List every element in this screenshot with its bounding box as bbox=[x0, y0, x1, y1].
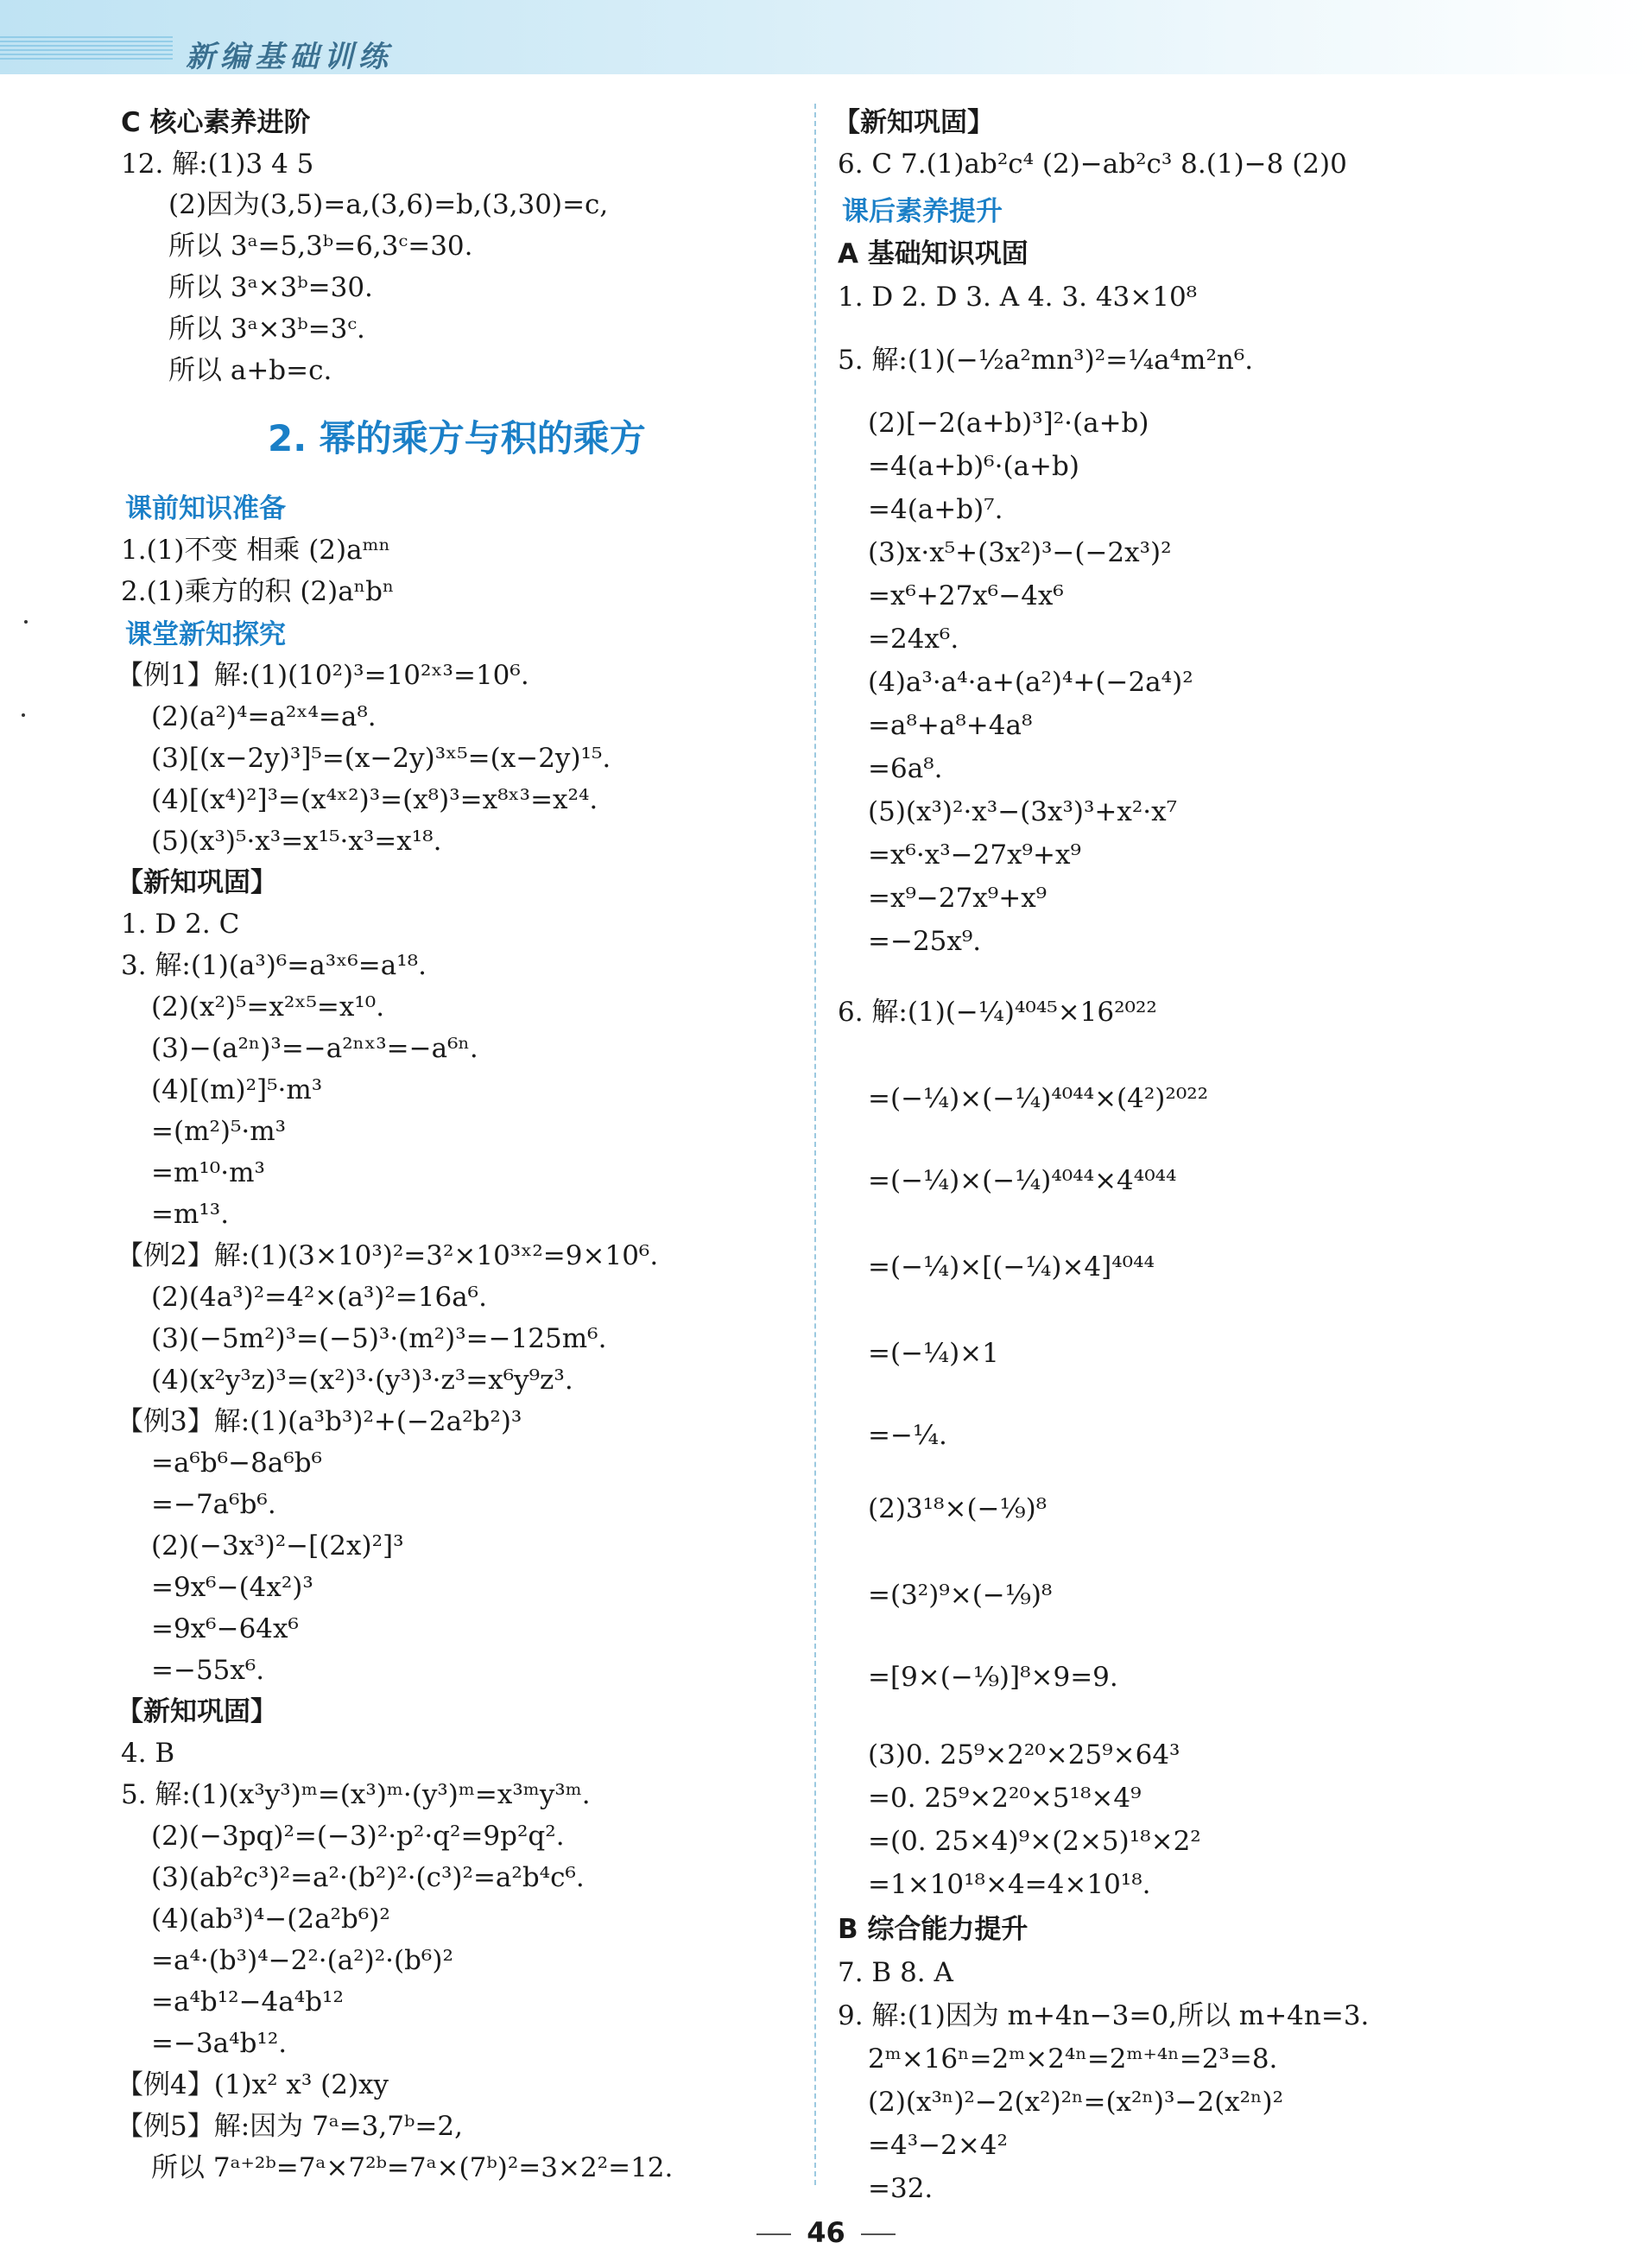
left-line-18: 1. D 2. C bbox=[121, 909, 240, 940]
left-line-4: 所以 3ᵃ×3ᵇ=30. bbox=[168, 272, 373, 303]
left-line-33: (2)(−3x³)²−[(2x)²]³ bbox=[151, 1530, 404, 1562]
left-line-16: (5)(x³)⁵·x³=x¹⁵·x³=x¹⁸. bbox=[151, 826, 442, 857]
left-line-9: 1.(1)不变 相乘 (2)aᵐⁿ bbox=[121, 535, 391, 566]
header-title: 新编基础训练 bbox=[186, 40, 393, 74]
right-line-34: 9. 解:(1)因为 m+4n−3=0,所以 m+4n=3. bbox=[838, 2000, 1370, 2031]
right-line-13: =a⁸+a⁸+4a⁸ bbox=[868, 710, 1033, 741]
right-line-19: 6. 解:(1)(−¼)⁴⁰⁴⁵×16²⁰²² bbox=[838, 997, 1157, 1028]
right-line-12: (4)a³·a⁴·a+(a²)⁴+(−2a⁴)² bbox=[868, 667, 1193, 698]
right-line-23: =(−¼)×1 bbox=[868, 1338, 999, 1369]
right-line-26: =(3²)⁹×(−⅑)⁸ bbox=[868, 1580, 1053, 1611]
right-line-14: =6a⁸. bbox=[868, 753, 943, 784]
right-line-31: =1×10¹⁸×4=4×10¹⁸. bbox=[868, 1869, 1151, 1900]
left-line-31: =a⁶b⁶−8a⁶b⁶ bbox=[151, 1448, 323, 1479]
left-line-5: 所以 3ᵃ×3ᵇ=3ᶜ. bbox=[168, 314, 365, 345]
left-line-26: 【例2】解:(1)(3×10³)²=3²×10³ˣ²=9×10⁶. bbox=[117, 1240, 659, 1271]
right-line-6: (2)[−2(a+b)³]²·(a+b) bbox=[868, 408, 1149, 439]
left-line-32: =−7a⁶b⁶. bbox=[151, 1489, 276, 1520]
left-line-14: (3)[(x−2y)³]⁵=(x−2y)³ˣ⁵=(x−2y)¹⁵. bbox=[151, 743, 611, 774]
header-decoration bbox=[0, 36, 173, 62]
left-line-24: =m¹⁰·m³ bbox=[151, 1157, 265, 1188]
left-line-38: 4. B bbox=[121, 1738, 175, 1769]
right-line-5: 5. 解:(1)(−½a²mn³)²=¼a⁴m²n⁶. bbox=[838, 345, 1254, 376]
left-line-19: 3. 解:(1)(a³)⁶=a³ˣ⁶=a¹⁸. bbox=[121, 950, 427, 981]
right-line-16: =x⁶·x³−27x⁹+x⁹ bbox=[868, 839, 1081, 871]
left-line-34: =9x⁶−(4x²)³ bbox=[151, 1572, 313, 1603]
left-line-11: 课堂新知探究 bbox=[125, 619, 286, 650]
footer-dash-left bbox=[756, 2233, 791, 2235]
right-line-8: =4(a+b)⁷. bbox=[868, 494, 1003, 525]
right-line-11: =24x⁶. bbox=[868, 624, 959, 655]
left-line-39: 5. 解:(1)(x³y³)ᵐ=(x³)ᵐ·(y³)ᵐ=x³ᵐy³ᵐ. bbox=[121, 1779, 591, 1810]
right-line-35: 2ᵐ×16ⁿ=2ᵐ×2⁴ⁿ=2ᵐ⁺⁴ⁿ=2³=8. bbox=[868, 2043, 1278, 2075]
left-line-23: =(m²)⁵·m³ bbox=[151, 1116, 287, 1147]
left-line-48: 所以 7ᵃ⁺²ᵇ=7ᵃ×7²ᵇ=7ᵃ×(7ᵇ)²=3×2²=12. bbox=[151, 2152, 674, 2183]
right-line-25: (2)3¹⁸×(−⅑)⁸ bbox=[868, 1493, 1048, 1524]
right-line-2: 课后素养提升 bbox=[842, 196, 1003, 227]
right-line-10: =x⁶+27x⁶−4x⁶ bbox=[868, 580, 1064, 611]
left-line-28: (3)(−5m²)³=(−5)³·(m²)³=−125m⁶. bbox=[151, 1323, 607, 1354]
right-line-0: 【新知巩固】 bbox=[833, 107, 994, 138]
stray-mark bbox=[24, 620, 28, 624]
left-line-29: (4)(x²y³z)³=(x²)³·(y³)³·z³=x⁶y⁹z³. bbox=[151, 1365, 573, 1396]
left-line-37: 【新知巩固】 bbox=[117, 1696, 277, 1727]
right-line-33: 7. B 8. A bbox=[838, 1957, 953, 1988]
left-line-41: (3)(ab²c³)²=a²·(b²)²·(c³)²=a²b⁴c⁶. bbox=[151, 1862, 585, 1893]
right-line-18: =−25x⁹. bbox=[868, 926, 982, 957]
left-line-36: =−55x⁶. bbox=[151, 1655, 265, 1686]
left-line-0: C 核心素养进阶 bbox=[121, 107, 311, 138]
footer-dash-right bbox=[861, 2233, 896, 2235]
right-line-7: =4(a+b)⁶·(a+b) bbox=[868, 451, 1079, 482]
right-line-22: =(−¼)×[(−¼)×4]⁴⁰⁴⁴ bbox=[868, 1251, 1155, 1283]
left-line-45: =−3a⁴b¹². bbox=[151, 2028, 288, 2059]
left-line-10: 2.(1)乘方的积 (2)aⁿbⁿ bbox=[121, 576, 395, 607]
column-divider bbox=[814, 104, 816, 2185]
left-line-43: =a⁴·(b³)⁴−2²·(a²)²·(b⁶)² bbox=[151, 1945, 453, 1976]
right-line-4: 1. D 2. D 3. A 4. 3. 43×10⁸ bbox=[838, 282, 1198, 313]
left-line-21: (3)−(a²ⁿ)³=−a²ⁿˣ³=−a⁶ⁿ. bbox=[151, 1033, 478, 1064]
left-line-22: (4)[(m)²]⁵·m³ bbox=[151, 1074, 323, 1105]
left-line-44: =a⁴b¹²−4a⁴b¹² bbox=[151, 1986, 344, 2018]
left-line-13: (2)(a²)⁴=a²ˣ⁴=a⁸. bbox=[151, 701, 377, 732]
page-number: 46 bbox=[807, 2216, 845, 2249]
left-line-40: (2)(−3pq)²=(−3)²·p²·q²=9p²q². bbox=[151, 1821, 565, 1852]
right-line-20: =(−¼)×(−¼)⁴⁰⁴⁴×(4²)²⁰²² bbox=[868, 1083, 1209, 1114]
left-line-20: (2)(x²)⁵=x²ˣ⁵=x¹⁰. bbox=[151, 991, 385, 1023]
stray-mark bbox=[22, 713, 25, 717]
left-line-15: (4)[(x⁴)²]³=(x⁴ˣ²)³=(x⁸)³=x⁸ˣ³=x²⁴. bbox=[151, 784, 598, 815]
left-line-17: 【新知巩固】 bbox=[117, 867, 277, 898]
right-line-36: (2)(x³ⁿ)²−2(x²)²ⁿ=(x²ⁿ)³−2(x²ⁿ)² bbox=[868, 2087, 1284, 2118]
right-line-17: =x⁹−27x⁹+x⁹ bbox=[868, 883, 1048, 914]
right-line-24: =−¼. bbox=[868, 1420, 947, 1451]
left-line-2: (2)因为(3,5)=a,(3,6)=b,(3,30)=c, bbox=[168, 189, 609, 220]
left-line-3: 所以 3ᵃ=5,3ᵇ=6,3ᶜ=30. bbox=[168, 231, 473, 262]
right-line-1: 6. C 7.(1)ab²c⁴ (2)−ab²c³ 8.(1)−8 (2)0 bbox=[838, 149, 1347, 180]
left-line-27: (2)(4a³)²=4²×(a³)²=16a⁶. bbox=[151, 1282, 487, 1313]
left-line-46: 【例4】(1)x² x³ (2)xy bbox=[117, 2069, 389, 2100]
left-line-25: =m¹³. bbox=[151, 1199, 230, 1230]
left-line-47: 【例5】解:因为 7ᵃ=3,7ᵇ=2, bbox=[117, 2111, 463, 2142]
page-number-footer bbox=[0, 2216, 1652, 2249]
left-line-8: 课前知识准备 bbox=[125, 493, 286, 524]
left-line-1: 12. 解:(1)3 4 5 bbox=[121, 149, 314, 180]
left-line-35: =9x⁶−64x⁶ bbox=[151, 1613, 299, 1644]
right-line-27: =[9×(−⅑)]⁸×9=9. bbox=[868, 1662, 1118, 1693]
right-line-15: (5)(x³)²·x³−(3x³)³+x²·x⁷ bbox=[868, 796, 1178, 827]
left-line-42: (4)(ab³)⁴−(2a²b⁶)² bbox=[151, 1904, 390, 1935]
right-line-30: =(0. 25×4)⁹×(2×5)¹⁸×2² bbox=[868, 1826, 1201, 1857]
right-line-29: =0. 25⁹×2²⁰×5¹⁸×4⁹ bbox=[868, 1783, 1142, 1814]
header-band bbox=[0, 0, 1652, 74]
left-line-30: 【例3】解:(1)(a³b³)²+(−2a²b²)³ bbox=[117, 1406, 522, 1437]
right-line-37: =4³−2×4² bbox=[868, 2130, 1008, 2161]
right-line-3: A 基础知识巩固 bbox=[838, 238, 1029, 269]
right-line-28: (3)0. 25⁹×2²⁰×25⁹×64³ bbox=[868, 1739, 1180, 1771]
right-line-32: B 综合能力提升 bbox=[838, 1914, 1029, 1945]
left-line-7: 2. 幂的乘方与积的乘方 bbox=[268, 417, 646, 459]
right-line-38: =32. bbox=[868, 2173, 934, 2204]
left-line-6: 所以 a+b=c. bbox=[168, 355, 332, 386]
right-line-21: =(−¼)×(−¼)⁴⁰⁴⁴×4⁴⁰⁴⁴ bbox=[868, 1165, 1177, 1196]
left-line-12: 【例1】解:(1)(10²)³=10²ˣ³=10⁶. bbox=[117, 660, 529, 691]
right-line-9: (3)x·x⁵+(3x²)³−(−2x³)² bbox=[868, 537, 1172, 568]
